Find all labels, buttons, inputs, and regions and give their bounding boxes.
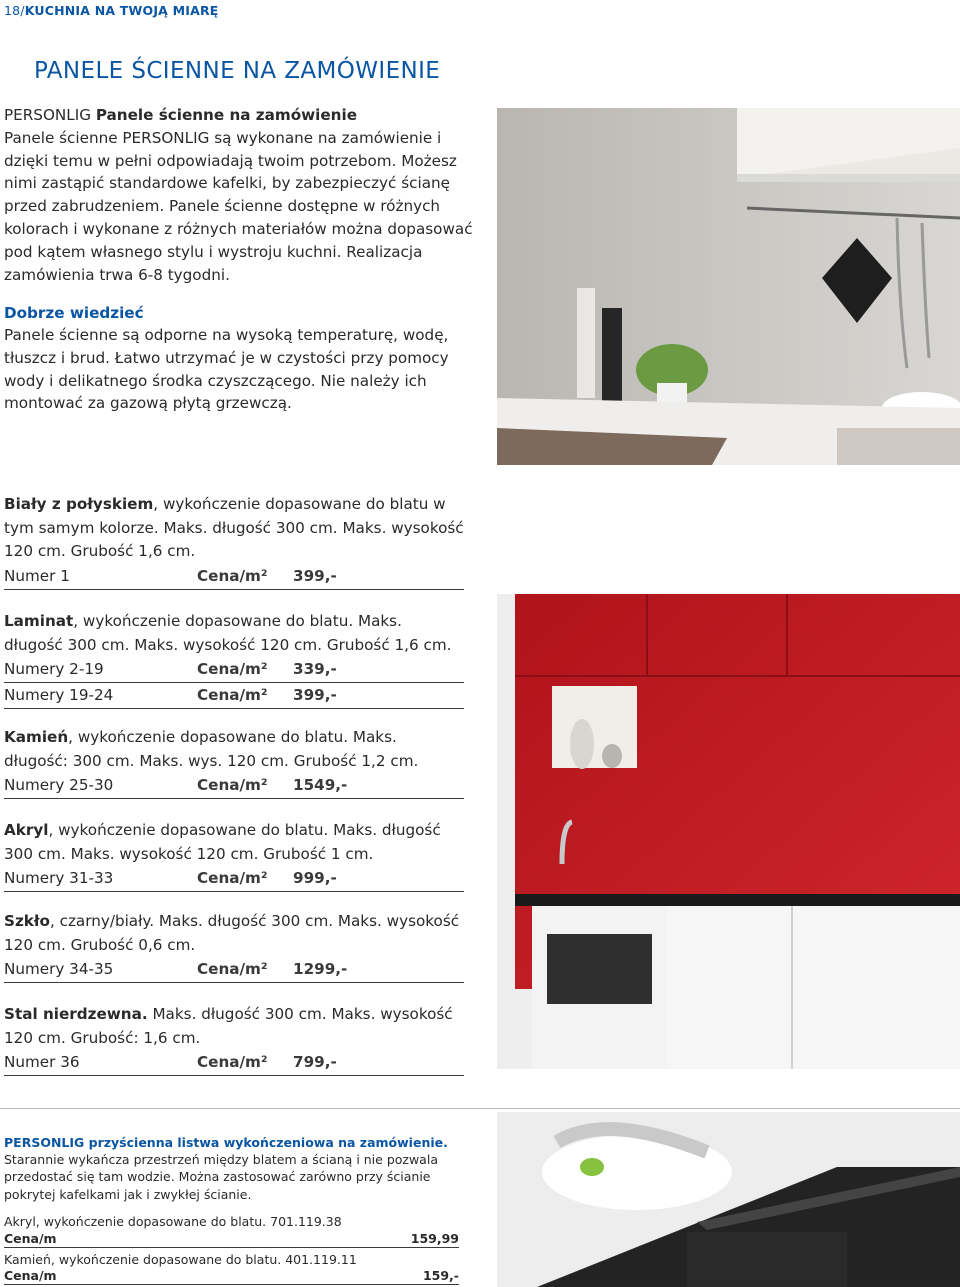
photo-countertop: [497, 1112, 960, 1287]
price-unit: Cena/m²: [197, 869, 268, 887]
trim-text: [4, 1134, 464, 1203]
trim-price-row: [4, 1267, 459, 1285]
price-unit: Cena/m²: [197, 660, 268, 678]
price-row: [4, 773, 464, 799]
trim-heading: PERSONLIG przyścienna listwa wykończeniowa na zamówienie.: [4, 1135, 448, 1150]
price-row: [4, 657, 464, 683]
photo-red-kitchen: [497, 594, 960, 1069]
price-row: [4, 564, 464, 590]
section-title: KUCHNIA NA TWOJĄ MIARĘ: [24, 3, 219, 18]
price-value: 1299,-: [293, 960, 348, 978]
price-value: 799,-: [293, 1053, 337, 1071]
section-divider: [0, 1108, 960, 1109]
trim-item-desc: Akryl, wykończenie dopasowane do blatu. 701.119.38: [4, 1214, 342, 1229]
product-block: [4, 726, 464, 799]
product-block: [4, 910, 464, 983]
product-name: Stal nierdzewna.: [4, 1005, 148, 1023]
price-number: Numery 19-24: [4, 686, 114, 704]
price-row: [4, 866, 464, 892]
product-name: Laminat: [4, 612, 74, 630]
price-row: [4, 683, 464, 709]
product-desc: , czarny/biały. Maks. długość 300 cm. Maks. wysokość 120 cm. Grubość 0,6 cm.: [4, 912, 460, 954]
price-number: Numery 34-35: [4, 960, 114, 978]
product-block: [4, 493, 464, 590]
product-block: [4, 819, 464, 892]
page-header: [4, 3, 219, 18]
product-desc: , wykończenie dopasowane do blatu. Maks. długość 300 cm. Maks. wysokość 120 cm. Grubość 1 cm.: [4, 821, 441, 863]
intro-brand: PERSONLIG: [4, 106, 91, 124]
intro-text: [4, 104, 474, 286]
trim-price: 159,-: [422, 1268, 459, 1283]
trim-body: Starannie wykańcza przestrzeń między blatem a ścianą i nie pozwala przedostać się tam wodzie. Można zastosować zarówno przy ścianie pokrytej kafelkami jak i zwykłej ścianie.: [4, 1152, 438, 1202]
good-to-know-body: Panele ścienne są odporne na wysoką temperaturę, wodę, tłuszcz i brud. Łatwo utrzymać je w czystości przy pomocy wody i delikatnego środka czyszczącego. Nie należy ich montować za gazową płytą grzewczą.: [4, 326, 449, 413]
photo-white-kitchen: [497, 108, 960, 465]
product-block: [4, 1003, 464, 1076]
good-to-know-heading: Dobrze wiedzieć: [4, 304, 144, 322]
product-desc: , wykończenie dopasowane do blatu w tym samym kolorze. Maks. długość 300 cm. Maks. wysokość 120 cm. Grubość 1,6 cm.: [4, 495, 464, 560]
price-row: [4, 1050, 464, 1076]
price-number: Numer 1: [4, 566, 70, 585]
price-unit: Cena/m²: [197, 776, 268, 794]
price-number: Numery 31-33: [4, 869, 114, 887]
product-name: Akryl: [4, 821, 49, 839]
price-number: Numer 36: [4, 1053, 80, 1071]
product-name: Kamień: [4, 728, 69, 746]
product-desc: , wykończenie dopasowane do blatu. Maks. długość 300 cm. Maks. wysokość 120 cm. Grubość 1,6 cm.: [4, 612, 452, 654]
trim-unit: Cena/m: [4, 1268, 57, 1283]
price-row: [4, 957, 464, 983]
page-title: PANELE ŚCIENNE NA ZAMÓWIENIE: [34, 58, 441, 84]
product-block: [4, 610, 464, 709]
price-value: 999,-: [293, 869, 337, 887]
price-value: 399,-: [293, 566, 337, 585]
price-number: Numery 2-19: [4, 660, 104, 678]
trim-price-row: [4, 1230, 459, 1248]
product-desc: , wykończenie dopasowane do blatu. Maks. długość: 300 cm. Maks. wys. 120 cm. Grubość 1,2 cm.: [4, 728, 419, 770]
price-unit: Cena/m²: [197, 1053, 268, 1071]
product-name: Biały z połyskiem: [4, 495, 154, 513]
trim-price: 159,99: [410, 1231, 459, 1246]
price-unit: Cena/m²: [197, 960, 268, 978]
trim-item-desc: Kamień, wykończenie dopasowane do blatu. 401.119.11: [4, 1252, 357, 1267]
price-value: 1549,-: [293, 776, 348, 794]
price-unit: Cena/m²: [197, 566, 268, 585]
intro-body: Panele ścienne PERSONLIG są wykonane na zamówienie i dzięki temu w pełni odpowiadają twoim potrzebom. Możesz nimi zastąpić standardowe kafelki, by zabezpieczyć ścianę przed zabrudzeniem. Panele ścienne dostępne w różnych kolorach i wykonane z różnych materiałów można dopasować pod kątem własnego stylu i wystroju kuchni. Realizacja zamówienia trwa 6-8 tygodni.: [4, 128, 473, 284]
price-unit: Cena/m²: [197, 686, 268, 704]
page-number: 18/: [4, 3, 25, 18]
intro-heading: Panele ścienne na zamówienie: [95, 106, 358, 124]
trim-unit: Cena/m: [4, 1231, 57, 1246]
product-name: Szkło: [4, 912, 50, 930]
price-number: Numery 25-30: [4, 776, 114, 794]
product-desc: Maks. długość 300 cm. Maks. wysokość 120 cm. Grubość: 1,6 cm.: [4, 1005, 453, 1047]
price-value: 399,-: [293, 686, 337, 704]
price-value: 339,-: [293, 660, 337, 678]
